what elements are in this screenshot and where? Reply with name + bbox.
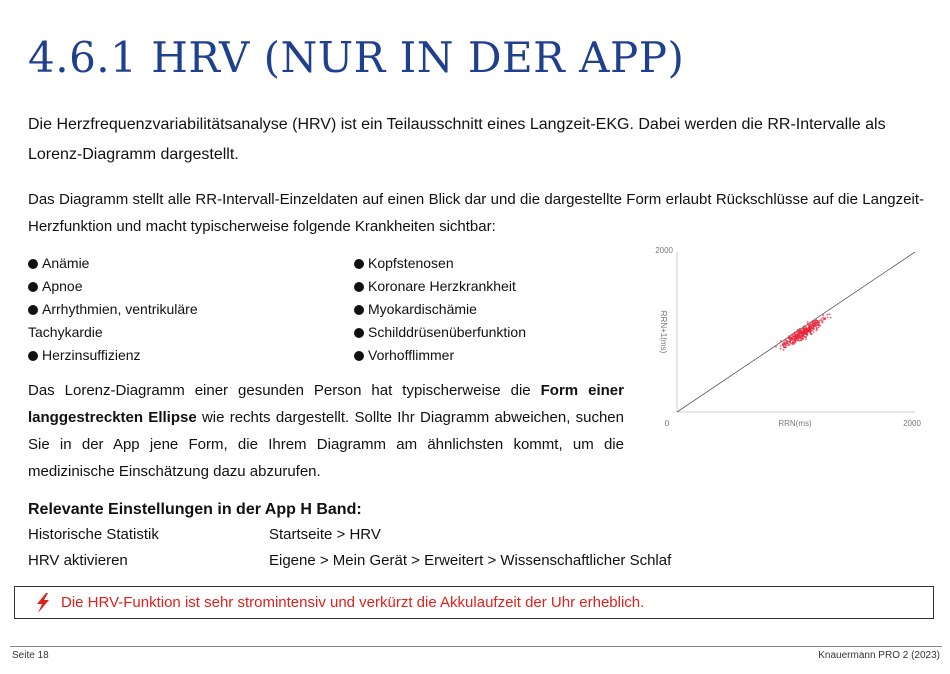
scatter-point (824, 318, 826, 320)
list-item: Herzinsuffizienz (28, 344, 198, 367)
bullet-icon (28, 351, 38, 361)
list-item: Myokardischämie (354, 298, 526, 321)
scatter-point (784, 340, 786, 342)
scatter-point (815, 330, 817, 332)
scatter-point (797, 329, 799, 331)
scatter-point (827, 314, 829, 316)
scatter-point (827, 317, 829, 319)
scatter-point (804, 332, 806, 334)
page-number: Seite 18 (12, 650, 49, 661)
conditions-list-left (28, 252, 198, 367)
scatter-point (794, 333, 796, 335)
list-item: Vorhofflimmer (354, 344, 526, 367)
scatter-point (799, 333, 801, 335)
x-axis-label: RRN(ms) (778, 419, 812, 428)
scatter-point (775, 346, 777, 348)
settings-row (28, 549, 672, 573)
intro-paragraph: Die Herzfrequenzvariabilitätsanalyse (HRV) ist ein Teilausschnitt eines Langzeit-EKG. Dabei werden die RR-Intervalle als Lorenz-Diagramm dargestellt. (28, 116, 886, 163)
x-tick-label: 2000 (903, 419, 921, 428)
list-item: Koronare Herzkrankheit (354, 275, 526, 298)
scatter-point (813, 331, 815, 333)
scatter-point (818, 326, 820, 328)
scatter-point (822, 314, 824, 316)
bullet-icon (354, 305, 364, 315)
scatter-point (794, 339, 796, 341)
scatter-point (783, 345, 785, 347)
scatter-point (794, 332, 796, 334)
footer-divider (10, 646, 942, 647)
scatter-point (822, 317, 824, 319)
settings-label: HRV aktivieren (28, 552, 128, 569)
scatter-point (815, 326, 817, 328)
scatter-points (775, 313, 831, 350)
bullet-icon (28, 305, 38, 315)
scatter-point (820, 320, 822, 322)
scatter-point (807, 323, 809, 325)
scatter-point (808, 327, 810, 329)
scatter-point (783, 349, 785, 351)
scatter-point (810, 333, 812, 335)
scatter-point (812, 322, 814, 324)
scatter-point (820, 318, 822, 320)
scatter-point (793, 343, 795, 345)
scatter-point (810, 330, 812, 332)
lorenz-scatter-chart (630, 240, 930, 440)
scatter-point (780, 345, 782, 347)
scatter-point (780, 348, 782, 350)
warning-text: Die HRV-Funktion ist sehr stromintensiv und verkürzt die Akkulaufzeit der Uhr erheblich. (61, 594, 645, 611)
scatter-point (812, 321, 814, 323)
scatter-point (803, 325, 805, 327)
conditions-list-right (354, 252, 526, 367)
scatter-point (780, 340, 782, 342)
settings-heading: Relevante Einstellungen in der App H Band: (28, 501, 362, 518)
list-item-continuation: Tachykardie (28, 324, 103, 340)
bullet-icon (354, 351, 364, 361)
scatter-point (805, 338, 807, 340)
scatter-point (789, 344, 791, 346)
scatter-point (789, 336, 791, 338)
description-paragraph: Das Diagramm stellt alle RR-Intervall-Einzeldaten auf einen Blick dar und die dargestellte Form erlaubt Rückschlüsse auf die Langzeit-Herzfunktion und macht typischerweise folgende Krankheiten sichtbar: (28, 191, 924, 235)
x-tick-label: 0 (664, 419, 670, 428)
document-name: Knauermann PRO 2 (2023) (818, 650, 940, 661)
settings-value: Eigene > Mein Gerät > Erweitert > Wissenschaftlicher Schlaf (269, 552, 672, 569)
scatter-point (797, 339, 799, 341)
scatter-point (793, 335, 795, 337)
scatter-point (805, 336, 807, 338)
scatter-point (787, 344, 789, 346)
scatter-point (789, 341, 791, 343)
scatter-point (803, 330, 805, 332)
list-item: Apnoe (28, 275, 198, 298)
scatter-point (799, 329, 801, 331)
scatter-point (810, 325, 812, 327)
lorenz-bold-text: Form einer langgestreckten Ellipse (28, 382, 624, 426)
warning-box (14, 586, 934, 619)
scatter-point (791, 337, 793, 339)
scatter-point (785, 347, 787, 349)
list-item: Arrhythmien, ventrikuläre (28, 298, 198, 321)
settings-value: Startseite > HRV (269, 526, 381, 543)
scatter-point (790, 339, 792, 341)
scatter-point (817, 321, 819, 323)
bullet-icon (28, 282, 38, 292)
scatter-point (797, 334, 799, 336)
lightning-icon (33, 592, 53, 614)
scatter-point (787, 340, 789, 342)
list-item: Kopfstenosen (354, 252, 526, 275)
scatter-point (793, 337, 795, 339)
scatter-point (802, 335, 804, 337)
scatter-point (785, 344, 787, 346)
page-title: 4.6.1 HRV (NUR IN DER APP) (28, 33, 685, 82)
scatter-point (796, 331, 798, 333)
scatter-point (807, 321, 809, 323)
scatter-point (795, 336, 797, 338)
scatter-point (813, 324, 815, 326)
scatter-point (787, 337, 789, 339)
y-tick-label: 2000 (655, 246, 673, 255)
settings-label: Historische Statistik (28, 526, 159, 543)
scatter-point (830, 317, 832, 319)
list-item: Schilddrüsenüberfunktion (354, 321, 526, 344)
scatter-point (799, 335, 801, 337)
y-axis-label: RRN+1(ms) (659, 310, 668, 354)
scatter-point (796, 338, 798, 340)
bullet-icon (28, 259, 38, 269)
bullet-icon (354, 328, 364, 338)
scatter-point (791, 334, 793, 336)
scatter-point (801, 337, 803, 339)
bullet-icon (354, 259, 364, 269)
list-item: Anämie (28, 252, 198, 275)
bullet-icon (354, 282, 364, 292)
scatter-point (829, 313, 831, 315)
scatter-point (817, 324, 819, 326)
scatter-point (798, 337, 800, 339)
scatter-point (805, 330, 807, 332)
scatter-point (811, 327, 813, 329)
scatter-point (808, 328, 810, 330)
settings-row (28, 523, 381, 547)
scatter-point (818, 319, 820, 321)
lorenz-paragraph: Das Lorenz-Diagramm einer gesunden Person hat typischerweise die Form einer langgestreckten Ellipse wie rechts dargestellt. Sollte Ihr Diagramm abweichen, suchen Sie in der App jene Form, die Ihrem Diagramm am ähnlichsten kommt, um die medizinische Einschätzung dazu abzurufen. (28, 382, 624, 480)
